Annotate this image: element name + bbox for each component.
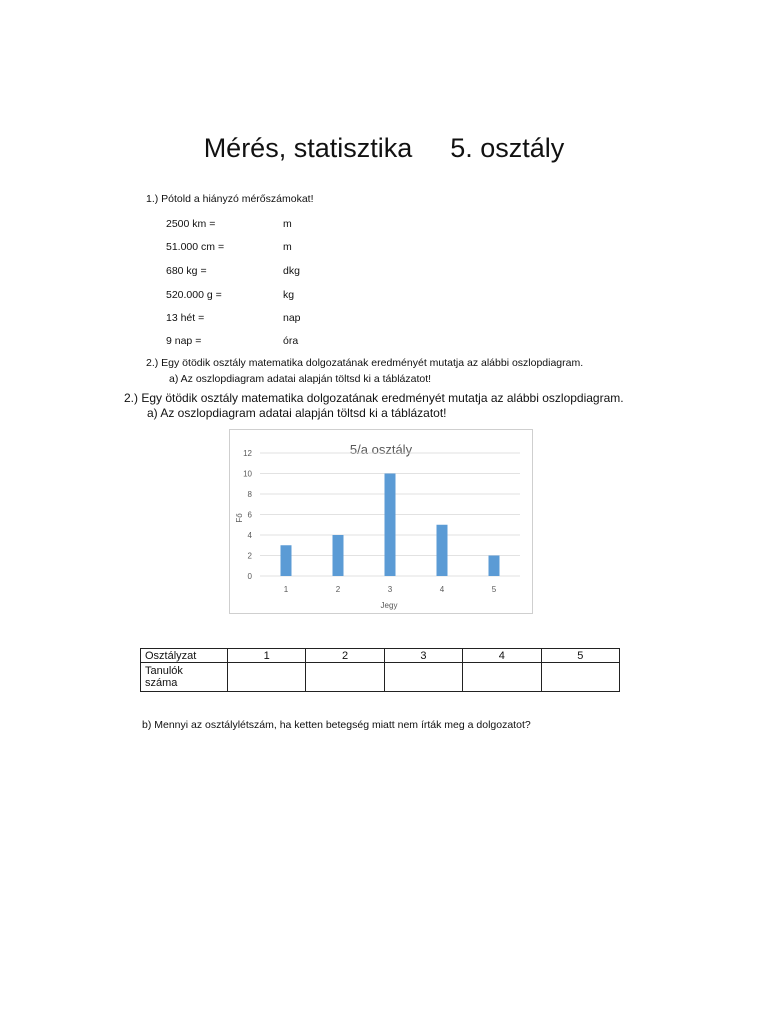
chart-bar — [437, 525, 448, 576]
chart-bars — [281, 474, 500, 577]
table-grade-cell: 2 — [306, 649, 384, 663]
title-main: Mérés, statisztika — [203, 133, 413, 163]
chart-y-ticks — [243, 449, 252, 581]
chart-y-tick-label: 6 — [247, 510, 252, 520]
chart-x-tick-label: 2 — [335, 585, 341, 594]
task2-small-line1: 2.) Egy ötödik osztály matematika dolgozatának eredményét mutatja az alábbi oszlopdiagram. — [146, 357, 584, 369]
table-row2-label-line1: Tanulók — [145, 665, 183, 677]
task1-row-left: 680 kg = — [166, 265, 207, 277]
chart-title: 5/a osztály — [349, 442, 413, 457]
table-grade-cell: 3 — [384, 649, 462, 663]
chart-bar — [281, 545, 292, 576]
task2b-question: b) Mennyi az osztálylétszám, ha ketten betegség miatt nem írták meg a dolgozatot? — [142, 719, 531, 731]
task1-row-left: 51.000 cm = — [166, 241, 225, 253]
table-grade-cell: 4 — [463, 649, 541, 663]
chart-y-tick-label: 12 — [243, 449, 252, 458]
chart-y-tick-label: 2 — [247, 551, 252, 561]
chart-bar — [333, 535, 344, 576]
task1-heading: 1.) Pótold a hiányzó mérőszámokat! — [146, 193, 314, 205]
page-title — [0, 133, 768, 164]
task1-row-unit: óra — [283, 335, 299, 347]
task1-row-unit: m — [283, 218, 292, 230]
chart-y-tick-label: 8 — [247, 490, 252, 499]
chart-x-tick-label: 1 — [283, 585, 289, 594]
task1-row-unit: m — [283, 241, 292, 253]
table-grade-cell: 5 — [541, 649, 619, 663]
task2-large-line1: 2.) Egy ötödik osztály matematika dolgozatának eredményét mutatja az alábbi oszlopdiagram. — [124, 391, 624, 405]
chart-y-tick-label: 10 — [243, 469, 252, 479]
table-answer-cell — [541, 663, 619, 692]
bar-chart — [229, 429, 533, 614]
task1-row-unit: kg — [283, 289, 295, 301]
table-row2-label-line2: száma — [145, 677, 178, 689]
chart-x-ticks — [284, 585, 497, 594]
table-row — [141, 649, 620, 663]
task1-row-unit: nap — [283, 312, 301, 324]
chart-x-axis-label: Jegy — [380, 601, 398, 610]
chart-y-tick-label: 4 — [247, 531, 252, 540]
chart-bar — [385, 474, 396, 577]
chart-x-tick-label: 4 — [439, 585, 445, 594]
table-answer-cell — [384, 663, 462, 692]
table-answer-cell — [463, 663, 541, 692]
task1-row-left: 9 nap = — [166, 335, 202, 347]
task2-small-line2: a) Az oszlopdiagram adatai alapján töltsd ki a táblázatot! — [169, 373, 432, 385]
bar-chart-svg — [230, 430, 532, 613]
task1-row-left: 520.000 g = — [166, 289, 222, 301]
table-answer-cell — [306, 663, 384, 692]
table-grade-cell: 1 — [228, 649, 306, 663]
task1-row-left: 13 hét = — [166, 312, 205, 324]
title-grade: 5. osztály — [450, 133, 565, 163]
task1-row-unit: dkg — [283, 265, 300, 277]
chart-bar — [489, 556, 500, 577]
table-row — [141, 663, 620, 692]
chart-x-tick-label: 5 — [491, 585, 497, 594]
chart-x-tick-label: 3 — [387, 585, 393, 594]
table-header-cell — [141, 663, 228, 692]
chart-y-axis-label: Fő — [235, 513, 244, 523]
chart-y-tick-label: 0 — [247, 572, 252, 581]
task1-row-left: 2500 km = — [166, 218, 216, 230]
grade-table — [140, 648, 620, 692]
table-header-cell: Osztályzat — [141, 649, 228, 663]
task2-large-line2: a) Az oszlopdiagram adatai alapján töltsd ki a táblázatot! — [147, 406, 447, 420]
table-answer-cell — [228, 663, 306, 692]
